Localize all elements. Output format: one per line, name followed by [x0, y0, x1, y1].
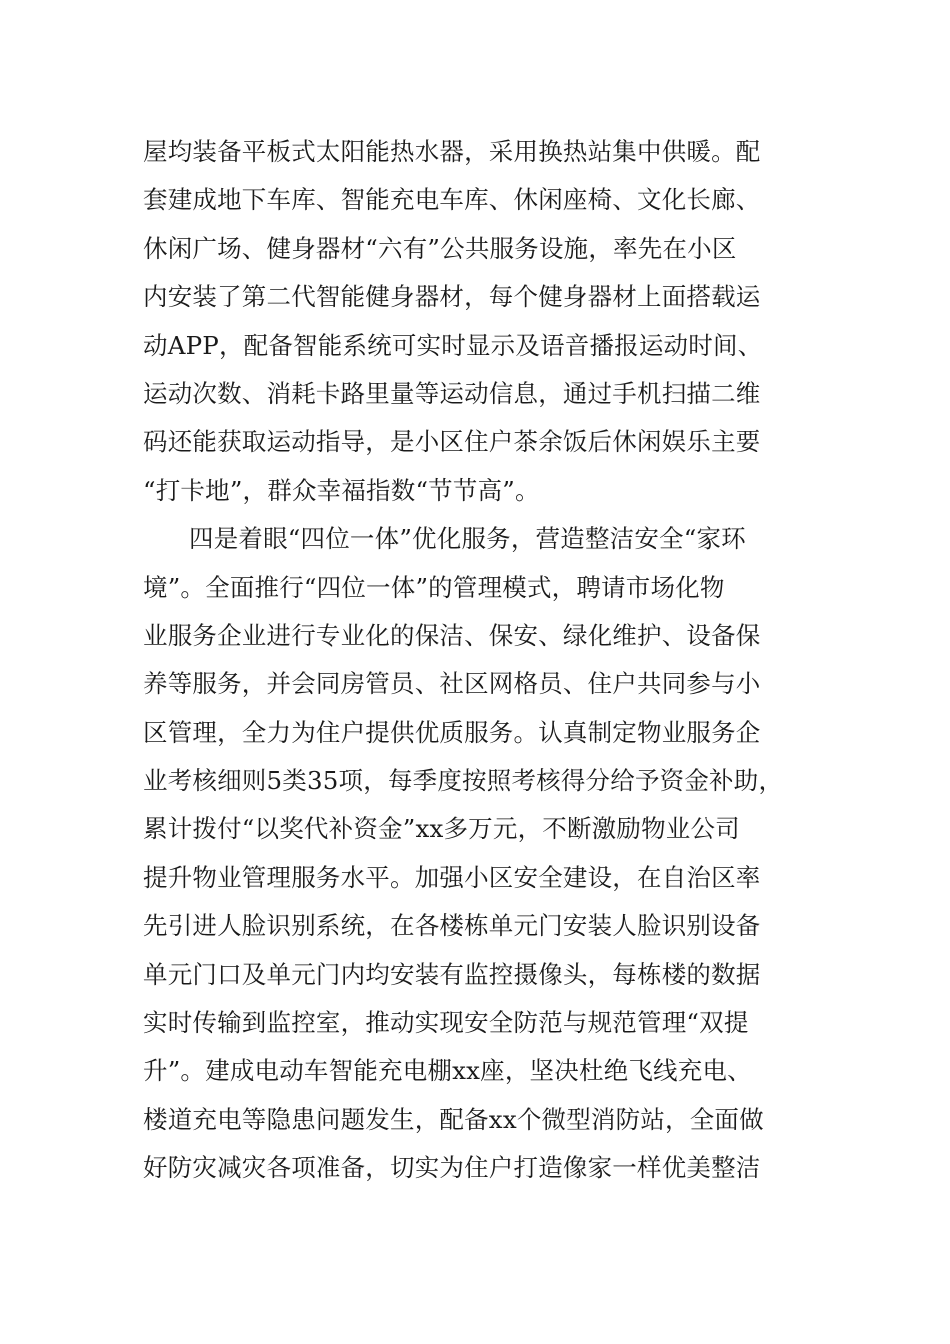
- text-line: 业考核细则5类35项，每季度按照考核得分给予资金补助，: [143, 766, 784, 796]
- text-line: 业服务企业进行专业化的保洁、保安、绿化维护、设备保: [143, 620, 761, 650]
- text-line: 境”。全面推行“四位一体”的管理模式，聘请市场化物: [143, 572, 725, 602]
- body-text: [143, 128, 823, 1193]
- text-line: 提升物业管理服务水平。加强小区安全建设，在自治区率: [143, 862, 761, 892]
- text-line: 动APP，配备智能系统可实时显示及语音播报运动时间、: [143, 330, 763, 360]
- text-line: 休闲广场、健身器材“六有”公共服务设施，率先在小区: [143, 233, 737, 263]
- text-line: 单元门口及单元门内均安装有监控摄像头，每栋楼的数据: [143, 959, 761, 989]
- text-line: 套建成地下车库、智能充电车库、休闲座椅、文化长廊、: [143, 185, 761, 215]
- text-line: 实时传输到监控室，推动实现安全防范与规范管理“双提: [143, 1008, 749, 1038]
- text-line: 升”。建成电动车智能充电棚xx座，坚决杜绝飞线充电、: [143, 1056, 752, 1086]
- text-line: 区管理，全力为住户提供优质服务。认真制定物业服务企: [143, 717, 761, 747]
- text-line: “打卡地”，群众幸福指数“节节高”。: [143, 475, 540, 505]
- text-line: 好防灾减灾各项准备，切实为住户打造像家一样优美整洁: [143, 1153, 761, 1183]
- text-line: 内安装了第二代智能健身器材，每个健身器材上面搭载运: [143, 282, 761, 312]
- text-line: 先引进人脸识别系统，在各楼栋单元门安装人脸识别设备: [143, 911, 761, 941]
- text-line: 累计拨付“以奖代补资金”xx多万元，不断激励物业公司: [143, 814, 740, 844]
- text-line: 运动次数、消耗卡路里量等运动信息，通过手机扫描二维: [143, 378, 761, 408]
- text-line: 楼道充电等隐患问题发生，配备xx个微型消防站，全面做: [143, 1104, 764, 1134]
- text-line: 养等服务，并会同房管员、社区网格员、住户共同参与小: [143, 669, 761, 699]
- paragraph-start-line: 四是着眼“四位一体”优化服务，营造整洁安全“家环: [189, 524, 746, 554]
- text-line: 屋均装备平板式太阳能热水器，采用换热站集中供暖。配: [143, 137, 761, 166]
- text-line: 码还能获取运动指导，是小区住户茶余饭后休闲娱乐主要: [143, 427, 761, 457]
